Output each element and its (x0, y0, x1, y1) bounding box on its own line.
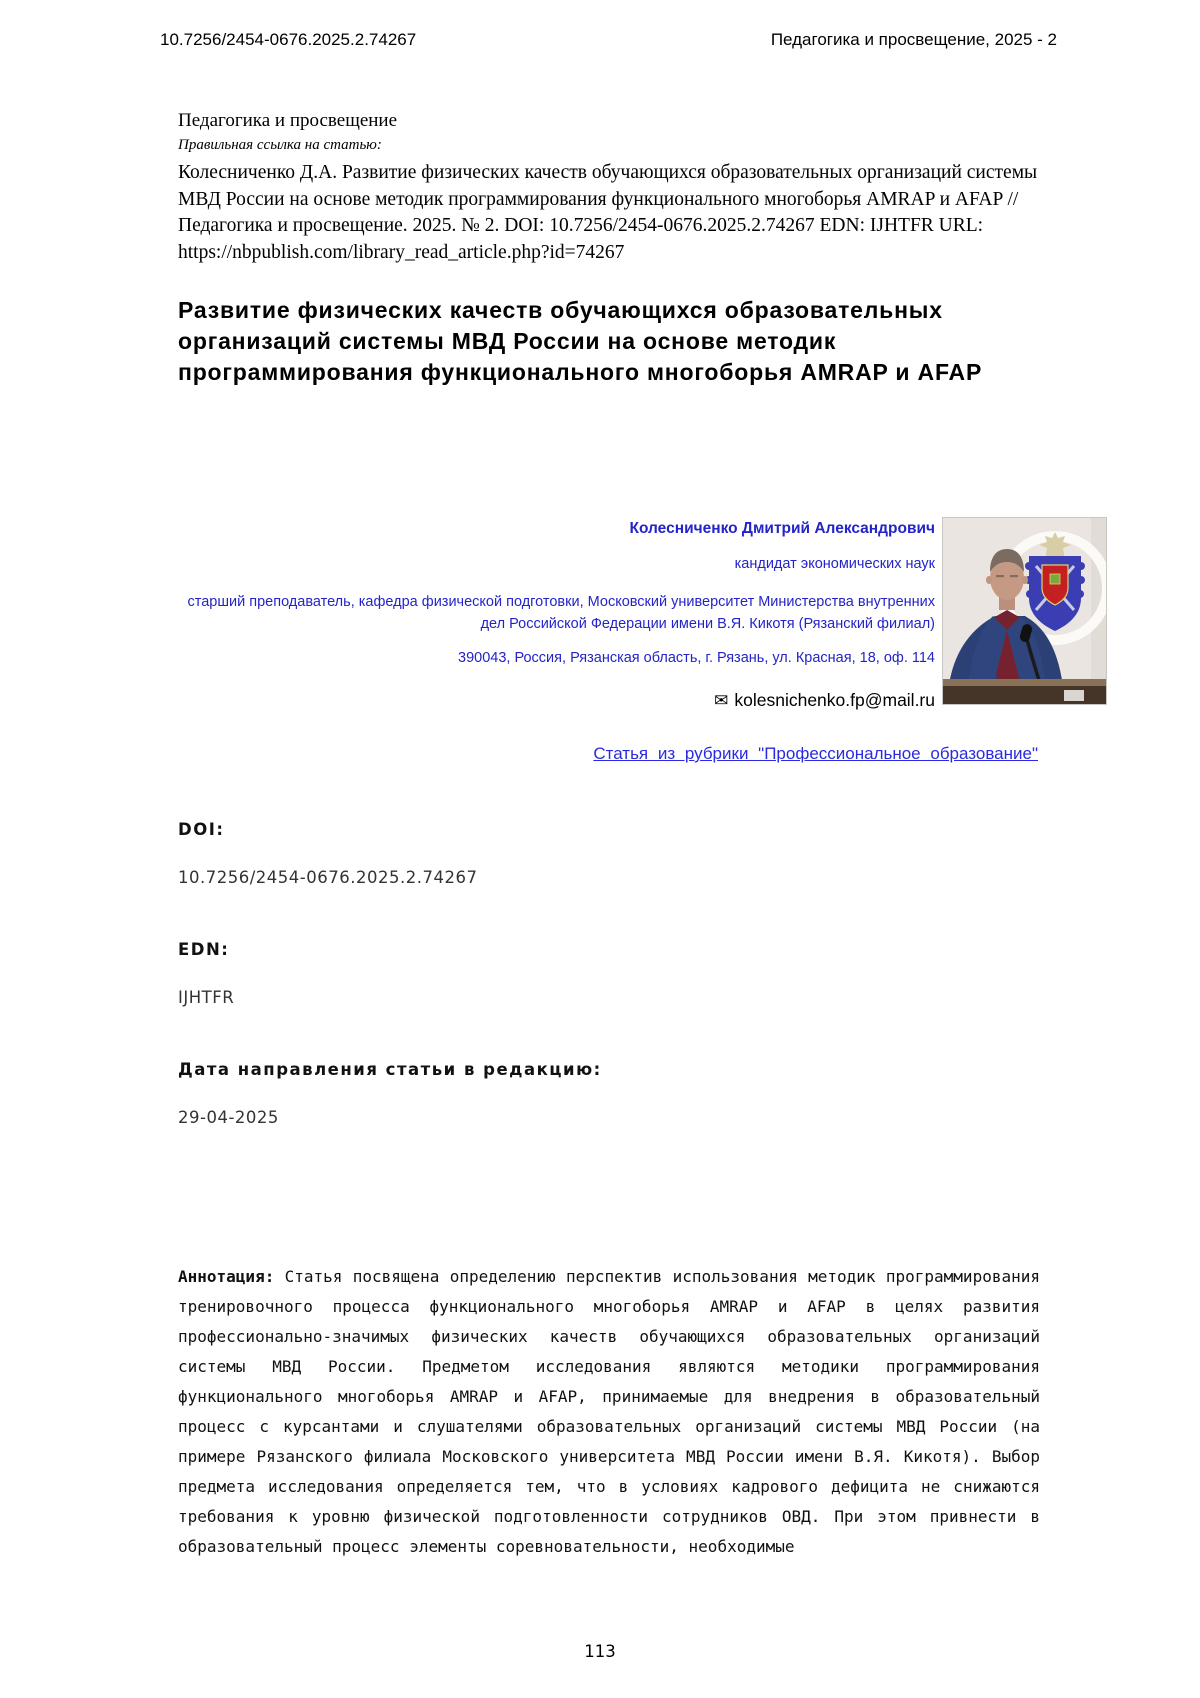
rubric-link[interactable]: Статья из рубрики "Профессиональное образование" (593, 744, 1038, 763)
page-number: 113 (584, 1642, 616, 1661)
header-doi: 10.7256/2454-0676.2025.2.74267 (160, 30, 417, 49)
article-title: Развитие физических качеств обучающихся образовательных организаций системы МВД России на основе методик программирования функционального многоборья AMRAP и AFAP (178, 297, 983, 385)
rubric-line (178, 744, 1038, 764)
author-degree: кандидат экономических наук (734, 556, 935, 572)
citation-text: Колесниченко Д.А. Развитие физических качеств обучающихся образовательных организаций системы МВД России на основе методик программирования функционального многоборья AMRAP и AFAP // Педагогика и просвещение. 2025. № 2. DOI: 10.7256/2454-0676.2025.2.74267 EDN: IJHTFR URL: https://nbpublish.com/library_read_article.php?id=74267 (178, 162, 1038, 263)
author-email[interactable]: kolesnichenko.fp@mail.ru (734, 690, 935, 710)
author-email-line (178, 690, 935, 711)
doi-value: 10.7256/2454-0676.2025.2.74267 (178, 868, 478, 887)
citation-correct-ref-label: Правильная ссылка на статью: (178, 137, 382, 153)
abstract-text: Статья посвящена определению перспектив использования методик программирования тренировочного процесса функционального многоборья AMRAP и AFAP в целях развития профессионально-значимых физических качеств обучающихся образовательных организаций системы МВД России. Предметом исследования являются методики программирования функционального многоборья AMRAP и AFAP, принимаемые для внедрения в образовательный процесс с курсантами и слушателями образовательных организаций системы МВД России (на примере Рязанского филиала Московского университета МВД России имени В.Я. Кикотя). Выбор предмета исследования определяется тем, что в условиях кадрового дефицита не снижаются требования к уровню физической подготовленности сотрудников ОВД. При этом привнести в образовательный процесс элементы соревновательности, необходимые (178, 1267, 1040, 1556)
abstract-label: Аннотация: (178, 1267, 275, 1286)
author-block (178, 520, 935, 711)
citation-block (178, 110, 1040, 266)
author-affiliation: старший преподаватель, кафедра физической подготовки, Московский университет Министерства внутренних дел Российской Федерации имени В.Я. Кикотя (Рязанский филиал) (187, 594, 935, 632)
running-header (160, 30, 1057, 50)
citation-journal-name: Педагогика и просвещение (178, 110, 398, 131)
doi-label: DOI: (178, 820, 225, 839)
edn-value: IJHTFR (178, 988, 235, 1007)
header-journal-issue: Педагогика и просвещение, 2025 - 2 (770, 30, 1057, 49)
author-address: 390043, Россия, Рязанская область, г. Рязань, ул. Красная, 18, оф. 114 (458, 650, 935, 666)
author-photo (942, 517, 1107, 705)
abstract (178, 1262, 1040, 1562)
submission-date-value: 29-04-2025 (178, 1108, 279, 1127)
submission-date-label: Дата направления статьи в редакцию: (178, 1060, 602, 1079)
envelope-icon: ✉ (714, 691, 729, 710)
edn-label: EDN: (178, 940, 230, 959)
author-name: Колесниченко Дмитрий Александрович (629, 520, 935, 537)
meta-block (178, 820, 1040, 1127)
